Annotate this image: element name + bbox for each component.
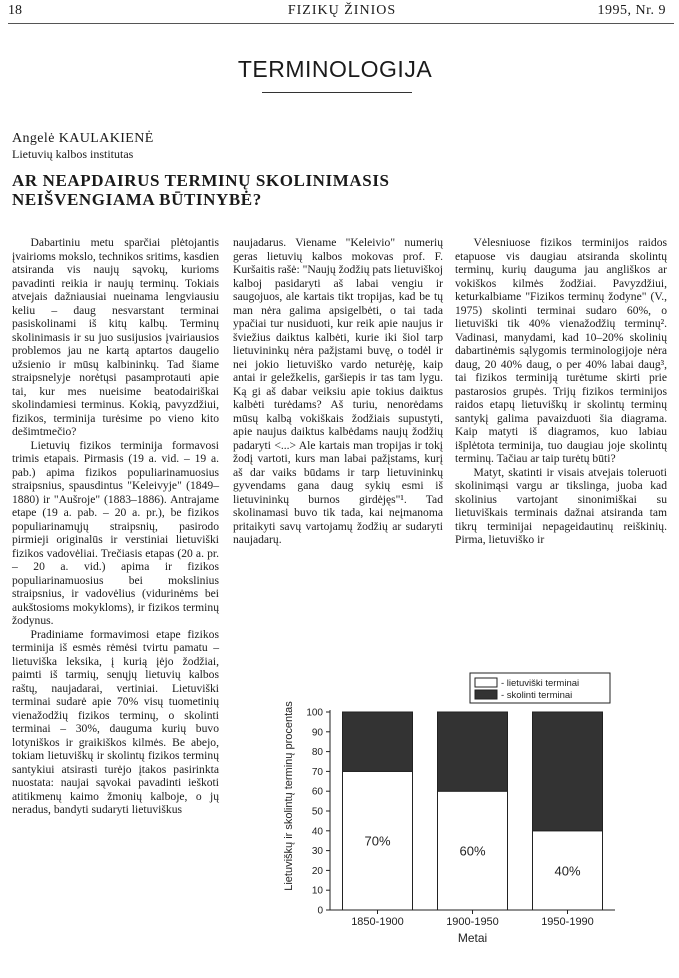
x-tick-label: 1900-1950 <box>446 916 499 928</box>
text-column-2 <box>233 236 443 656</box>
y-tick-label: 10 <box>311 885 323 897</box>
legend-label-skolinti: - skolinti terminai <box>501 690 573 701</box>
paragraph: Dabartiniu metu sparčiai plėtojantis įvairioms mokslo, technikos sritims, kasdien atsiranda vis naujų sąvokų, kurioms pavadinti reikia ir naujų terminų. Tokiais atvejais dažniausiai nueinama lengviausiu keliu – daug nesvarstant terminai pasiskolinami iš kitų kalbų. Terminų skolinimasis ir su juo susijusios įvairiausios problemos jau ne kartą aptartos daugelio užsienio ir mūsų kalbininkų. Tad šiame straipsnelyje norėtųsi pasamprotauti apie tai, kur mes nueisime beatodairiškai skolindamiesi terminus. Kokią, pavyzdžiui, fizikos, terminija turėsime po vieno kito dešimtmečio? <box>12 236 219 438</box>
y-tick-label: 60 <box>311 786 323 798</box>
y-axis-label: Lietuviškų ir skolintų terminų procentas <box>283 701 295 891</box>
y-tick-label: 70 <box>311 766 323 778</box>
x-tick-label: 1850-1900 <box>351 916 404 928</box>
paragraph: Matyt, skatinti ir visais atvejais toleruoti skolinimąsi vargu ar tikslinga, juoba kad skolinius vartojant sinonimiškai su lietuviškais terminais dažnai atsiranda tam tikrų terminijai nepageidautinų reiškinių. Pirma, lietuviško ir <box>455 465 667 546</box>
article-title-line1: AR NEAPDAIRUS TERMINŲ SKOLINIMASIS <box>12 171 390 190</box>
y-tick-label: 50 <box>311 806 323 818</box>
running-header <box>8 3 676 23</box>
legend-swatch-skolinti <box>475 690 497 699</box>
stacked-bar-chart <box>270 665 620 965</box>
paragraph: Lietuvių fizikos terminija formavosi trimis etapais. Pirmasis (19 a. vid. – 19 a. pab.) apima fizikos populiarinamuosius straipsnius, spausdintus "Keleivyje" (1849–1880) ir "Aušroje" (1883–1886). Antrajame etape (19 a. pab. – 20 a. pr.), be fizikos populiarinamųjų straipsnių, pasirodo pirmieji originalūs ir verstiniai lietuviški fizikos vadovėliai. Trečiasis etapas (20 a. pr. – 20 a. vid.) apima ir fizikos populiarinamuosius bei mokslinius straipsnius, ir vadovėlius (vidurinėms bei aukštosioms mokykloms), ir fizikos terminų žodynus. <box>12 438 219 627</box>
legend-label-lietuviski: - lietuviški terminai <box>501 678 580 689</box>
paragraph: Vėlesniuose fizikos terminijos raidos etapuose vis daugiau atsiranda skolintų terminų, kurių dauguma jau angliškos ar vokiškos kilmės žodžiai. Pavyzdžiui, keturkalbiame "Fizikos terminų žodyne" (V., 1975) skolinti terminai sudaro 60%, o lietuviški tik 40% vienažodžių terminų². Vadinasi, manydami, kad 10–20% skolinių dabartinėmis sąlygomis terminologijoje nėra daug, 20 40% daug, o per 40% labai daug³, tai fizikos terminiją turėtume skirti prie pastarosios grupės. Trijų fizikos terminijos raidos etapų lietuviškų ir skolintų terminų santykį galima pavaizduoti šia diagrama. Kaip matyti iš diagramos, kuo labiau išplėtota terminija, tuo daugiau joje skolintų terminų. Tačiau ar taip turėtų būti? <box>455 236 667 465</box>
issue-info: 1995, Nr. 9 <box>597 3 666 18</box>
text-column-1 <box>12 236 219 974</box>
y-tick-label: 40 <box>311 826 323 838</box>
bar-skolinti <box>533 712 603 831</box>
y-tick-label: 0 <box>317 905 323 917</box>
author-affiliation: Lietuvių kalbos institutas <box>12 147 134 161</box>
paragraph: Pradiniame formavimosi etape fizikos terminija iš esmės rėmėsi tvirtu pamatu – lietuviška leksika, į kurią įėjo žodžiai, paimti iš tarmių, senųjų lietuvių kalbos raštų, naujadarai, vertiniai. Lietuviški terminai sudarė apie 70% visų tuometinių vienažodžių fizikos terminų, o skolinti terminai – 30%, dauguma kurių buvo lotyniškos ir graikiškos kilmės. Be abejo, tokiam lietuviškų ir skolintų fizikos terminų santykiui atsirasti turėjo įtakos pasirinkta nuostata: naujai sąvokai pavadinti ieškoti atitikmenų kaimo žmonių kalboje, o jų neradus, bandyti sudaryti lietuviškus <box>12 627 219 816</box>
text-column-3 <box>455 236 667 656</box>
author-name: Angelė KAULAKIENĖ <box>12 131 154 146</box>
data-label: 40% <box>554 863 581 879</box>
y-tick-label: 20 <box>311 865 323 877</box>
paragraph: naujadarus. Viename "Keleivio" numerių geras lietuvių kalbos mokovas prof. F. Kuršaitis rašė: "Naujų žodžių pats lietuviškoj kalboj pasidaryti aš labai vengiu ir saugojuos, ale kartais tikt tropijas, kad be tų man nėra galima apsigelbėti, o tai tada ypačiai tur nusiduoti, kur reik apie naujus ir šviežius daiktus kalbėti, kurie iki šiol tarp lietuvininkų nėra pažįstami buvę, o todėl ir nei jokio lietuviško vardo neturėję, kaip antai ir geležkelis, garšiepis ir tas tam lygu. Ką gi aš dabar veiksiu apie tokius daiktus kalbėti turėdams? Aš turiu, nenorėdams mūsų kalbą vokiškais žodžiais supustyti, apie naujus daiktus kalbėdams naujų žodžių padaryti <...> Ale kartais man tropijas ir tokį žodį vartoti, kurs man labai pažįstams, kurį aš dar vaiks būdams ir tarp lietuvininkų gyvendams gana daug sykių esmi iš lietuvininkų burnos girdėjęs"¹. Tad skolinamasi buvo tik tada, kai neįmanoma pritaikyti savų vartojamų žodžių ar sudaryti naujadarų. <box>233 236 443 546</box>
y-tick-label: 80 <box>311 747 323 759</box>
bar-skolinti <box>438 712 508 791</box>
legend-swatch-lietuviski <box>475 678 497 687</box>
article-title-line2: NEIŠVENGIAMA BŪTINYBĖ? <box>12 190 262 209</box>
article-title <box>12 171 452 209</box>
header-rule <box>8 23 674 24</box>
y-tick-label: 90 <box>311 727 323 739</box>
data-label: 60% <box>459 843 486 859</box>
journal-name: FIZIKŲ ŽINIOS <box>287 3 397 18</box>
section-title: TERMINOLOGIJA <box>237 56 433 82</box>
section-rule <box>262 92 412 93</box>
x-tick-label: 1950-1990 <box>541 916 594 928</box>
data-label: 70% <box>364 833 391 849</box>
y-tick-label: 100 <box>306 707 323 719</box>
page-number: 18 <box>8 3 22 18</box>
y-tick-label: 30 <box>311 846 323 858</box>
bar-skolinti <box>343 712 413 771</box>
x-axis-label: Metai <box>457 931 488 945</box>
